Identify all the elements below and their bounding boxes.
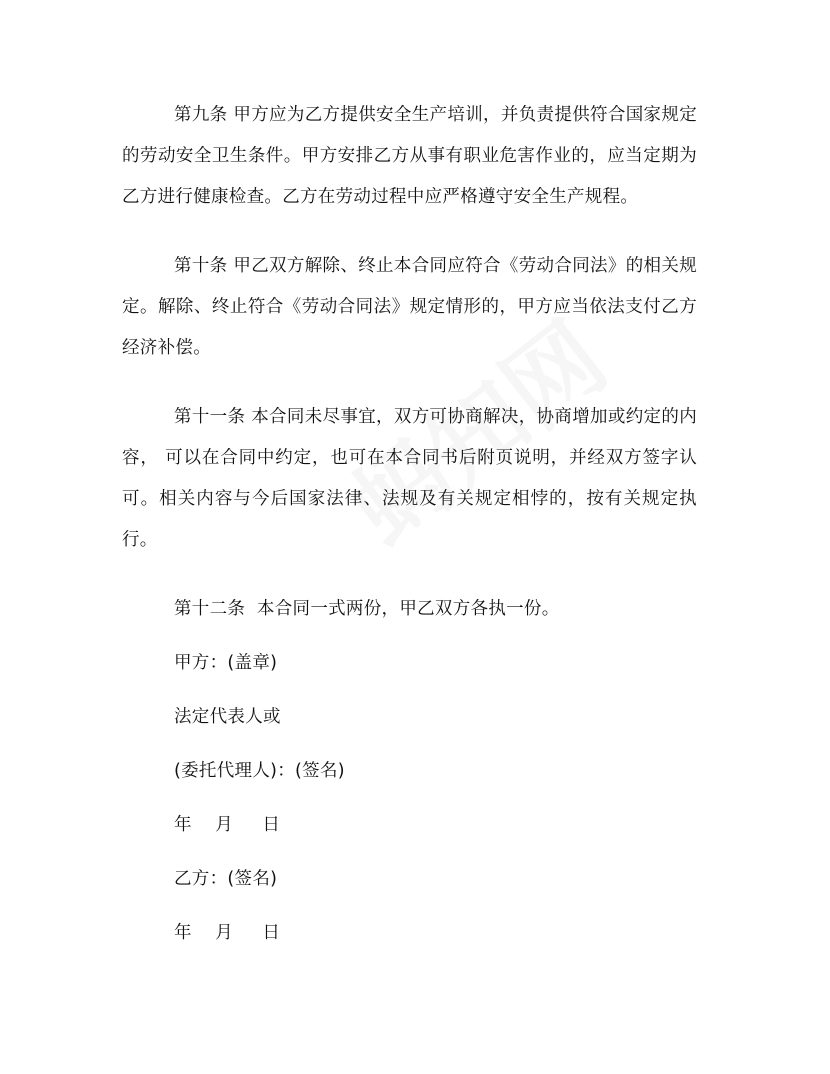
agent-signature-line: (委托代理人)：(签名): [174, 761, 345, 781]
party-b-date-line: 年 月 日: [174, 923, 281, 943]
party-a-seal-line: 甲方：(盖章): [174, 653, 278, 673]
article-11-paragraph: 第十一条 本合同未尽事宜，双方可协商解决，协商增加或约定的内容， 可以在合同中约定，也可在本合同书后附页说明，并经双方签字认可。相关内容与今后国家法律、法规及有关规定相悖的，按有关规定执行。: [122, 407, 697, 550]
article-10-paragraph: 第十条 甲乙双方解除、终止本合同应符合《劳动合同法》的相关规定。解除、终止符合《劳动合同法》规定情形的，甲方应当依法支付乙方经济补偿。: [122, 256, 697, 358]
article-12-line: 第十二条 本合同一式两份，甲乙双方各执一份。: [174, 599, 560, 619]
party-b-signature-line: 乙方：(签名): [174, 869, 278, 889]
contract-body: [122, 95, 697, 967]
article-9-paragraph: 第九条 甲方应为乙方提供安全生产培训，并负责提供符合国家规定的劳动安全卫生条件。甲方安排乙方从事有职业危害作业的，应当定期为乙方进行健康检查。乙方在劳动过程中应严格遵守安全生产规程。: [122, 105, 697, 207]
legal-representative-line: 法定代表人或: [174, 707, 281, 727]
party-a-date-line: 年 月 日: [174, 815, 281, 835]
